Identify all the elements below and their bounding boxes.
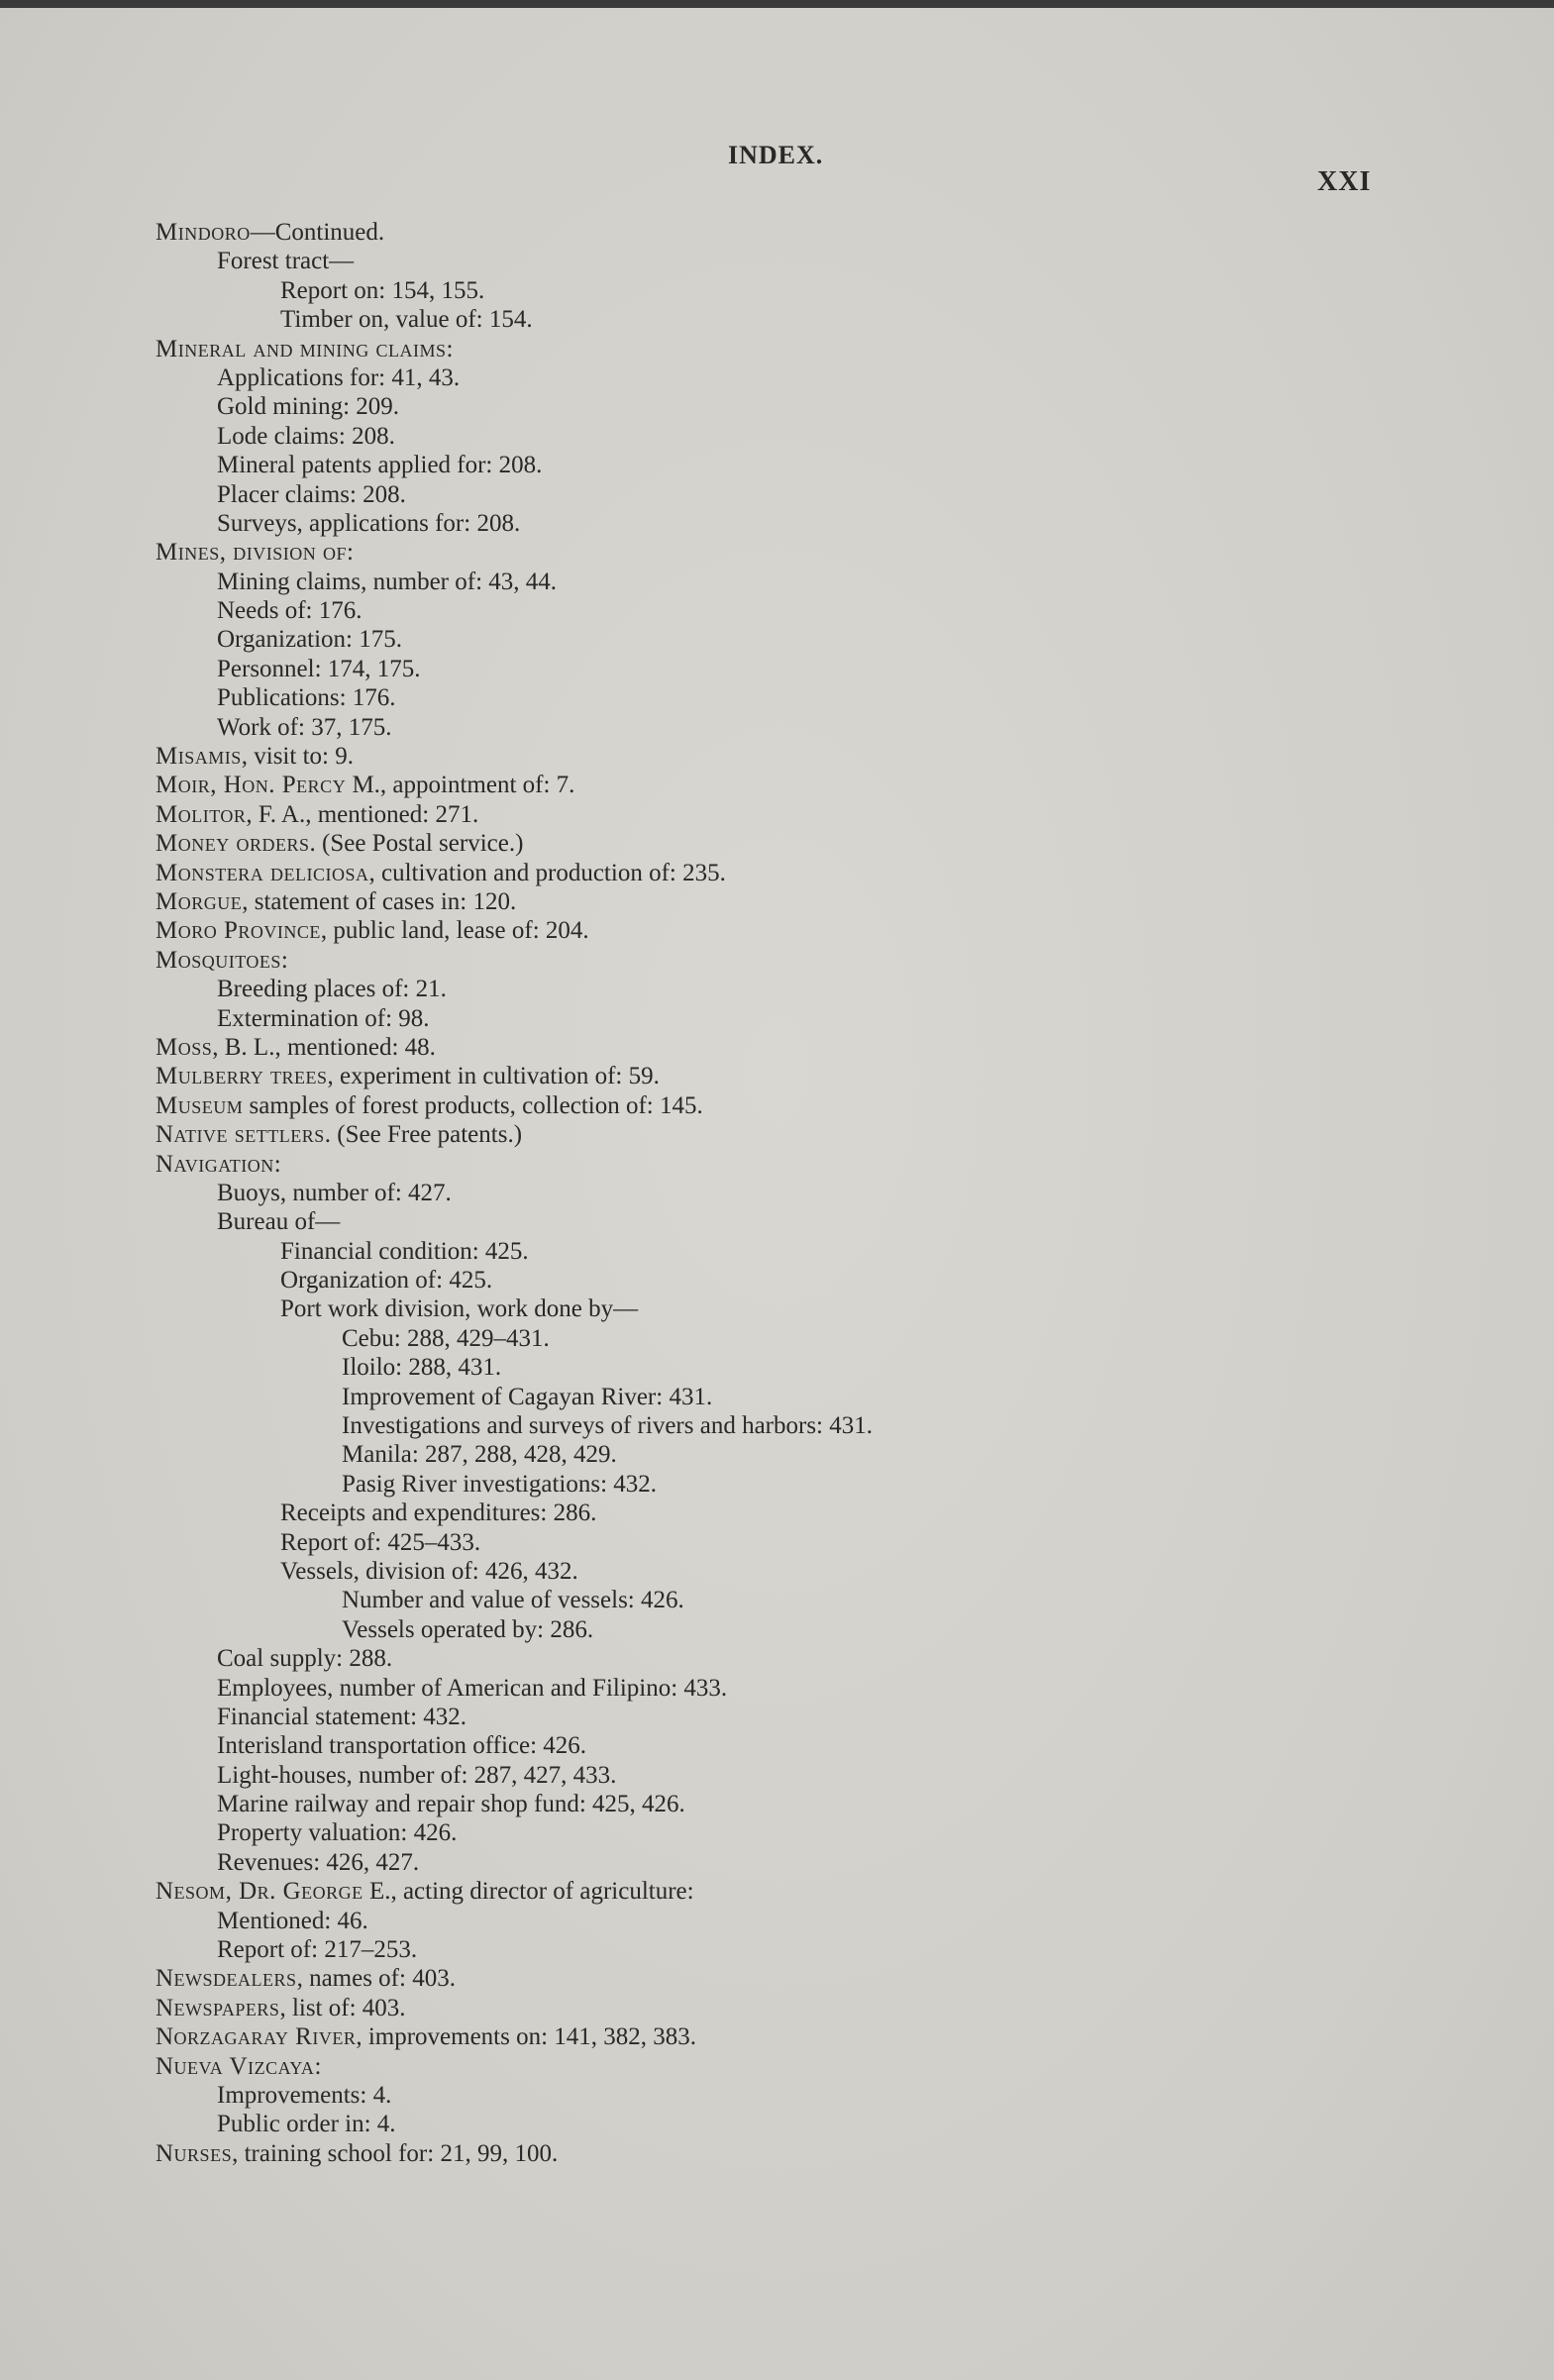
index-subentry [0,392,1554,421]
index-subentry [0,2110,1554,2138]
index-entry [0,335,1554,363]
entry-heading: Mineral and mining claims [155,335,447,362]
entry-heading: Molitor [155,800,247,828]
index-entry [0,800,1554,829]
entry-text: Bureau of— [217,1208,341,1236]
index-subentry [0,1818,1554,1847]
index-entry [0,2022,1554,2051]
index-entry [0,742,1554,771]
entry-heading: Newsdealers [155,1965,297,1993]
entry-text: Buoys, number of: 427. [217,1179,452,1206]
index-subentry [0,1848,1554,1877]
index-subentry [0,568,1554,596]
entry-text: Investigations and surveys of rivers and harbors: 431. [342,1412,873,1440]
entry-text: Financial statement: 432. [217,1703,467,1730]
entry-heading: Misamis [155,743,242,771]
entry-text: Improvement of Cagayan River: 431. [342,1383,713,1410]
entry-text: Number and value of vessels: 426. [342,1587,684,1614]
entry-text: Mentioned: 46. [217,1907,368,1934]
entry-text: , B. L., mentioned: 48. [212,1033,436,1061]
index-subentry [0,276,1554,305]
index-subentry [0,247,1554,275]
entry-text: , training school for: 21, 99, 100. [232,2139,559,2167]
index-subentry [0,683,1554,712]
entry-text: Publications: 176. [217,684,396,712]
index-subentry [0,1324,1554,1353]
index-subentry [0,1353,1554,1382]
index-subentry [0,1179,1554,1207]
entry-text: Vessels, division of: 426, 432. [280,1557,578,1585]
index-subentry [0,1644,1554,1673]
entry-text: , F. A., mentioned: 271. [246,800,479,828]
index-subentry [0,1266,1554,1294]
entry-text: . (See Postal service.) [309,830,524,858]
entry-text: samples of forest products, collection of: 145. [243,1091,703,1119]
entry-text: Report of: 217–253. [217,1936,418,1964]
entry-heading: Monstera deliciosa [155,859,369,886]
entry-text: Lode claims: 208. [217,422,395,450]
index-subentry [0,1294,1554,1323]
index-entry [0,829,1554,858]
entry-text: : [446,335,454,362]
entry-heading: Nesom, Dr. George [155,1878,363,1906]
index-subentry [0,1499,1554,1527]
entry-text: Gold mining: 209. [217,393,400,421]
entry-text: , list of: 403. [279,1994,406,2021]
entry-text: , public land, lease of: 204. [320,917,589,945]
entry-text: Iloilo: 288, 431. [342,1354,502,1382]
index-subentry [0,1615,1554,1644]
index-subentry [0,1528,1554,1557]
entry-text: Organization: 175. [217,626,402,654]
index-subentry [0,363,1554,392]
entry-heading: Mindoro [155,219,251,246]
entry-text: Forest tract— [217,248,355,275]
entry-text: Report on: 154, 155. [280,276,485,304]
index-entry [0,1120,1554,1149]
entry-text: Timber on, value of: 154. [280,306,533,334]
entry-text: Interisland transportation office: 426. [217,1732,587,1760]
entry-heading: Mines, division of [155,539,347,567]
entry-heading: Mulberry trees [155,1063,328,1090]
index-subentry [0,1907,1554,1935]
index-subentry [0,1004,1554,1033]
index-subentry [0,1440,1554,1469]
entry-text: Mineral patents applied for: 208. [217,452,543,479]
index-entry [0,1150,1554,1179]
running-head: INDEX. [728,141,824,169]
entry-text: Receipts and expenditures: 286. [280,1500,597,1527]
entry-text: , names of: 403. [296,1965,456,1993]
index-subentry [0,422,1554,451]
index-entry [0,2139,1554,2168]
entry-text: E., acting director of agriculture: [363,1878,694,1906]
index-subentry [0,1411,1554,1440]
index-subentry [0,2081,1554,2110]
top-edge-strip [0,0,1554,8]
entry-text: Manila: 287, 288, 428, 429. [342,1441,617,1469]
index-subentry [0,1557,1554,1586]
index-entry [0,1091,1554,1120]
entry-text: : [346,539,354,567]
index-subentry [0,975,1554,1003]
index-subentry [0,509,1554,538]
entry-heading: Money orders [155,830,310,858]
entry-text: Placer claims: 208. [217,480,406,508]
index-subentry [0,1470,1554,1499]
entry-text: , experiment in cultivation of: 59. [327,1063,660,1090]
entry-heading: Mosquitoes [155,946,281,974]
entry-text: Financial condition: 425. [280,1237,529,1265]
entry-text: Mining claims, number of: 43, 44. [217,568,558,595]
entry-text: —Continued. [250,219,385,246]
entry-heading: Museum [155,1091,244,1119]
entry-text: Organization of: 425. [280,1267,493,1294]
entry-text: Light-houses, number of: 287, 427, 433. [217,1761,617,1789]
index-subentry [0,1935,1554,1964]
index-entry [0,218,1554,247]
entry-text: Breeding places of: 21. [217,976,447,1003]
entry-text: Extermination of: 98. [217,1004,430,1032]
index-subentry [0,1674,1554,1703]
entry-text: Public order in: 4. [217,2111,396,2138]
entry-heading: Navigation [155,1150,274,1178]
index-entry [0,1062,1554,1090]
index-subentry [0,1761,1554,1790]
index-subentry [0,1383,1554,1411]
index-subentry [0,1237,1554,1266]
index-subentry [0,596,1554,625]
entry-text: Applications for: 41, 43. [217,363,461,391]
entry-text: M., appointment of: 7. [346,772,575,799]
entry-text: Marine railway and repair shop fund: 425, 426. [217,1791,685,1818]
index-subentry [0,713,1554,742]
entry-text: Port work division, work done by— [280,1295,639,1323]
entry-text: Improvements: 4. [217,2082,392,2109]
entry-text: Surveys, applications for: 208. [217,509,521,537]
entry-text: Pasig River investigations: 432. [342,1470,658,1498]
entry-heading: Nueva Vizcaya [155,2052,315,2080]
index-entry [0,887,1554,916]
index-subentry [0,480,1554,509]
index-entry [0,1877,1554,1906]
index-subentry [0,1731,1554,1760]
index-subentry [0,1703,1554,1731]
index-entries [0,218,1554,2168]
index-subentry [0,655,1554,683]
entry-text: Work of: 37, 175. [217,713,392,741]
entry-heading: Newspapers [155,1994,280,2021]
entry-heading: Moss [155,1033,213,1061]
entry-text: Property valuation: 426. [217,1819,458,1847]
entry-text: Coal supply: 288. [217,1645,393,1673]
entry-text: Cebu: 288, 429–431. [342,1324,550,1352]
index-subentry [0,625,1554,654]
index-entry [0,771,1554,799]
entry-text: , cultivation and production of: 235. [368,859,726,886]
index-subentry [0,451,1554,479]
index-entry [0,1033,1554,1062]
entry-text: , improvements on: 141, 382, 383. [356,2023,697,2051]
entry-text: : [314,2052,322,2080]
entry-heading: Norzagaray River [155,2023,357,2051]
index-entry [0,859,1554,887]
entry-heading: Native settlers [155,1121,325,1149]
index-subentry [0,305,1554,334]
entry-heading: Nurses [155,2139,233,2167]
index-entry [0,1994,1554,2022]
entry-text: Revenues: 426, 427. [217,1848,420,1876]
entry-text: , visit to: 9. [241,743,354,771]
entry-heading: Morgue [155,887,243,915]
entry-heading: Moro Province [155,917,321,945]
index-subentry [0,1207,1554,1236]
entry-text: Personnel: 174, 175. [217,655,421,682]
index-subentry [0,1586,1554,1614]
entry-text: : [273,1150,281,1178]
index-entry [0,916,1554,945]
index-entry [0,1964,1554,1993]
entry-text: Employees, number of American and Filipino: 433. [217,1674,728,1702]
entry-text: Needs of: 176. [217,597,363,625]
entry-text: Report of: 425–433. [280,1528,481,1556]
index-subentry [0,1790,1554,1818]
index-entry [0,538,1554,567]
index-entry [0,2052,1554,2081]
entry-text: Vessels operated by: 286. [342,1615,594,1643]
entry-heading: Moir, Hon. Percy [155,772,347,799]
index-entry [0,946,1554,975]
page-number: XXI [1317,166,1372,197]
entry-text: : [280,946,288,974]
entry-text: , statement of cases in: 120. [242,887,517,915]
entry-text: . (See Free patents.) [324,1121,523,1149]
